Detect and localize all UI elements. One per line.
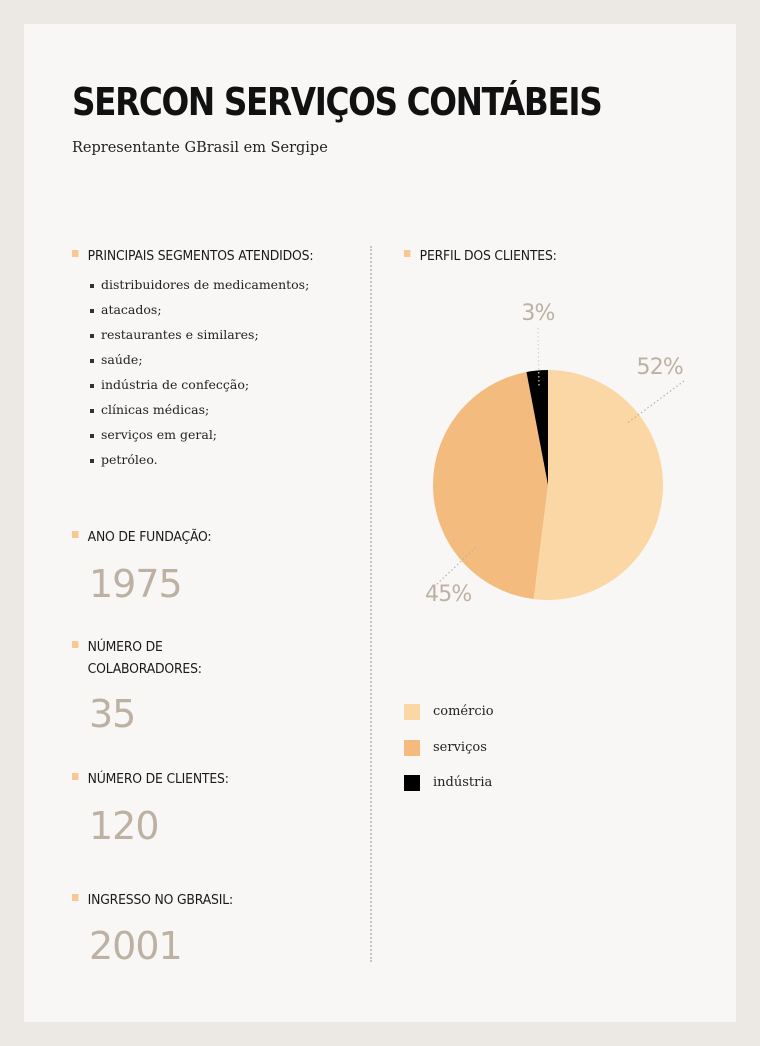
legend-swatch	[404, 775, 420, 791]
segment-item: saúde;	[90, 351, 309, 376]
segment-item: atacados;	[90, 301, 309, 326]
founded-value: 1975	[89, 562, 182, 606]
pie-slice-comércio	[534, 370, 663, 600]
joined-value: 2001	[89, 924, 182, 968]
joined-heading: INGRESSO NO GBRASIL:	[72, 889, 233, 911]
legend-swatch	[404, 740, 420, 756]
segment-item: indústria de confecção;	[90, 376, 309, 401]
pie-data-label: 3%	[521, 301, 555, 326]
clients-value: 120	[89, 804, 159, 848]
segment-item: clínicas médicas;	[90, 401, 309, 426]
page-subtitle: Representante GBrasil em Sergipe	[72, 140, 328, 156]
legend-item	[404, 704, 494, 740]
legend-item	[404, 775, 494, 811]
founded-heading: ANO DE FUNDAÇÃO:	[72, 526, 211, 548]
pie-chart-area	[24, 24, 736, 1022]
chart-legend	[404, 704, 494, 811]
pie-slice-serviços	[433, 372, 548, 599]
pie-data-label: 45%	[425, 582, 472, 607]
employees-heading: NÚMERO DE COLABORADORES:	[72, 636, 202, 680]
legend-item	[404, 740, 494, 776]
infographic-card	[24, 24, 736, 1022]
segment-item: petróleo.	[90, 451, 309, 476]
employees-value: 35	[89, 692, 136, 736]
clients-heading: NÚMERO DE CLIENTES:	[72, 768, 229, 790]
legend-label: comércio	[433, 704, 494, 719]
page-title: SERCON SERVIÇOS CONTÁBEIS	[72, 80, 602, 124]
pie-chart	[24, 24, 736, 1022]
segments-heading: PRINCIPAIS SEGMENTOS ATENDIDOS:	[72, 245, 313, 267]
pie-data-label: 52%	[636, 355, 683, 380]
segment-item: restaurantes e similares;	[90, 326, 309, 351]
legend-label: serviços	[433, 739, 487, 755]
segment-item: serviços em geral;	[90, 426, 309, 451]
legend-label: indústria	[433, 775, 493, 790]
legend-swatch	[404, 704, 420, 720]
profile-heading: PERFIL DOS CLIENTES:	[404, 245, 557, 267]
pie-leader-line	[626, 381, 684, 424]
segment-item: distribuidores de medicamentos;	[90, 276, 309, 301]
